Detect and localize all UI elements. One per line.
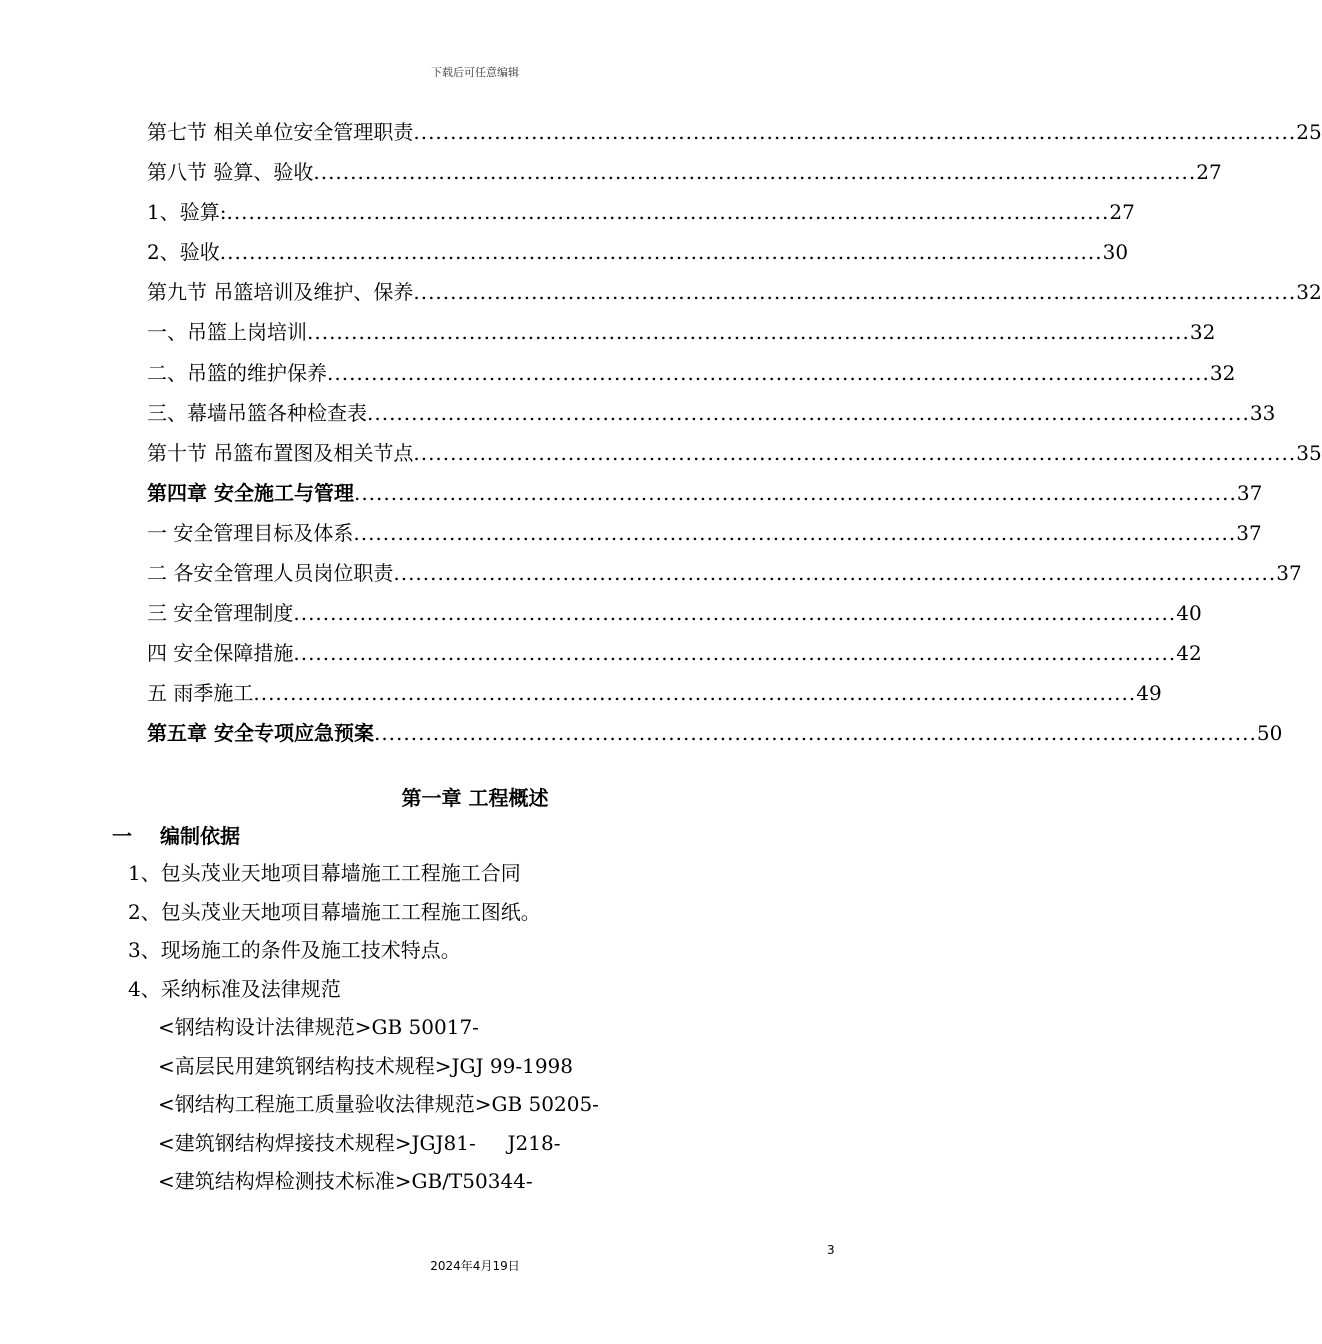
toc-entry-label: 1、验算: bbox=[147, 200, 227, 225]
toc-leader-dots: ........................................................................................................................ bbox=[367, 400, 1250, 425]
toc-entry-page: 40 bbox=[1176, 601, 1202, 626]
toc-entry-page: 37 bbox=[1236, 520, 1262, 545]
toc-entry-label: 三、幕墙吊篮各种检查表 bbox=[147, 400, 367, 425]
toc-entry-page: 50 bbox=[1256, 721, 1283, 746]
toc-entry[interactable] bbox=[147, 192, 1135, 232]
toc-entry-page: 37 bbox=[1276, 561, 1302, 586]
toc-leader-dots: ........................................................................................................................ bbox=[307, 320, 1190, 345]
toc-entry-label: 第五章 安全专项应急预案 bbox=[147, 721, 374, 746]
toc-entry-page: 49 bbox=[1136, 681, 1162, 706]
toc-entry-label: 一 安全管理目标及体系 bbox=[147, 520, 354, 545]
toc-entry-page: 32 bbox=[1189, 320, 1216, 345]
toc-entry[interactable] bbox=[147, 312, 1216, 352]
toc-entry-page: 27 bbox=[1196, 160, 1222, 185]
page-number: 3 bbox=[827, 1243, 835, 1257]
toc-entry[interactable] bbox=[147, 673, 1162, 713]
toc-leader-dots: ........................................................................................................................ bbox=[293, 601, 1177, 626]
standard-item: <钢结构工程施工质量验收法律规范>GB 50205- bbox=[158, 1092, 599, 1116]
toc-entry[interactable] bbox=[147, 593, 1202, 633]
toc-entry-label: 二 各安全管理人员岗位职责 bbox=[147, 561, 394, 586]
toc-entry-label: 第九节 吊篮培训及维护、保养 bbox=[147, 280, 414, 305]
toc-leader-dots: ........................................................................................................................ bbox=[393, 561, 1277, 586]
toc-entry-page: 37 bbox=[1236, 480, 1263, 505]
toc-entry[interactable] bbox=[147, 553, 1302, 593]
toc-entry-label: 四 安全保障措施 bbox=[147, 641, 294, 666]
toc-leader-dots: ........................................................................................................................ bbox=[373, 721, 1257, 746]
toc-leader-dots: ........................................................................................................................ bbox=[313, 160, 1197, 185]
toc-entry[interactable] bbox=[147, 353, 1236, 393]
toc-entry-label: 一、吊篮上岗培训 bbox=[147, 320, 307, 345]
toc-entry-page: 25 bbox=[1296, 120, 1322, 144]
toc-entry[interactable] bbox=[147, 112, 1322, 152]
page-header: 下载后可任意编辑 bbox=[431, 66, 519, 79]
toc-leader-dots: ........................................................................................................................ bbox=[253, 681, 1137, 706]
toc-leader-dots: ........................................................................................................................ bbox=[353, 480, 1237, 505]
body-line: 3、现场施工的条件及施工技术特点。 bbox=[128, 938, 461, 962]
toc-entry[interactable] bbox=[147, 433, 1322, 473]
toc-entry-page: 33 bbox=[1249, 400, 1276, 425]
toc-entry-page: 42 bbox=[1176, 641, 1202, 666]
section-number: 一 bbox=[112, 824, 132, 848]
toc-entry-label: 第七节 相关单位安全管理职责 bbox=[147, 120, 414, 144]
toc-entry[interactable] bbox=[147, 633, 1202, 673]
body-line: 4、采纳标准及法律规范 bbox=[128, 976, 341, 1001]
toc-leader-dots: ........................................................................................................................ bbox=[219, 240, 1103, 265]
toc-leader-dots: ........................................................................................................................ bbox=[353, 520, 1237, 545]
standard-item: <钢结构设计法律规范>GB 50017- bbox=[158, 1015, 479, 1039]
body-line: 2、包头茂业天地项目幕墙施工工程施工图纸。 bbox=[128, 899, 541, 924]
page-footer-date: 2024年4月19日 bbox=[430, 1259, 520, 1273]
toc-leader-dots: ........................................................................................................................ bbox=[226, 200, 1110, 225]
toc-entry-page: 32 bbox=[1209, 360, 1236, 385]
toc-leader-dots: ........................................................................................................................ bbox=[413, 440, 1297, 465]
toc-leader-dots: ........................................................................................................................ bbox=[413, 280, 1297, 305]
toc-entry-label: 第十节 吊篮布置图及相关节点 bbox=[147, 440, 414, 465]
toc-entry-label: 第八节 验算、验收 bbox=[147, 160, 314, 185]
standard-item: <高层民用建筑钢结构技术规程>JGJ 99-1998 bbox=[158, 1053, 573, 1078]
toc-entry-label: 2、验收 bbox=[147, 240, 220, 265]
toc-entry[interactable] bbox=[147, 473, 1263, 513]
standard-item: <建筑钢结构焊接技术规程>JGJ81- J218- bbox=[158, 1130, 561, 1155]
toc-entry-page: 35 bbox=[1296, 440, 1322, 465]
standard-item: <建筑结构焊检测技术标准>GB/T50344- bbox=[158, 1169, 533, 1193]
toc-entry[interactable] bbox=[147, 152, 1222, 192]
body-line: 1、包头茂业天地项目幕墙施工工程施工合同 bbox=[128, 861, 521, 885]
toc-entry[interactable] bbox=[147, 393, 1276, 433]
chapter-title: 第一章 工程概述 bbox=[401, 786, 549, 810]
toc-entry-page: 32 bbox=[1296, 280, 1322, 305]
section-title: 编制依据 bbox=[160, 824, 240, 848]
toc-leader-dots: ........................................................................................................................ bbox=[327, 360, 1210, 385]
toc-entry-label: 三 安全管理制度 bbox=[147, 601, 294, 626]
table-of-contents bbox=[147, 112, 1322, 754]
toc-entry-page: 27 bbox=[1109, 200, 1135, 225]
toc-entry-page: 30 bbox=[1102, 240, 1129, 265]
toc-entry-label: 第四章 安全施工与管理 bbox=[147, 480, 354, 505]
section-heading bbox=[112, 820, 240, 849]
toc-entry-label: 五 雨季施工 bbox=[147, 681, 254, 706]
toc-leader-dots: ........................................................................................................................ bbox=[293, 641, 1177, 666]
toc-entry[interactable] bbox=[147, 713, 1283, 753]
toc-entry[interactable] bbox=[147, 272, 1322, 312]
toc-leader-dots: ........................................................................................................................ bbox=[413, 120, 1297, 144]
toc-entry-label: 二、吊篮的维护保养 bbox=[147, 360, 327, 385]
toc-entry[interactable] bbox=[147, 232, 1129, 272]
body-text bbox=[128, 854, 828, 1201]
toc-entry[interactable] bbox=[147, 513, 1262, 553]
